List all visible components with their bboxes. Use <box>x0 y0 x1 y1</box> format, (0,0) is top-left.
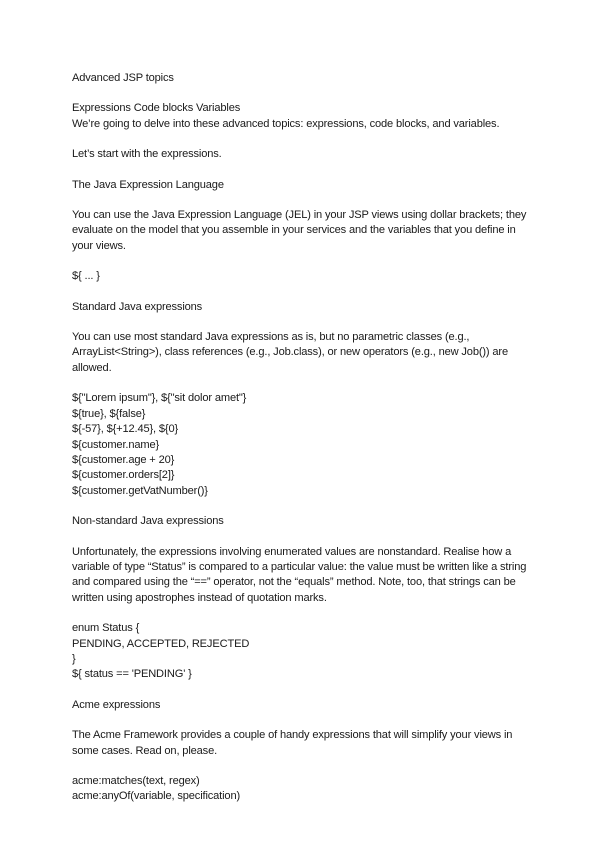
code-line: ${customer.age + 20} <box>72 453 175 466</box>
spacer <box>72 759 534 774</box>
spacer <box>72 499 534 514</box>
lets-start-text: Let’s start with the expressions. <box>72 148 222 161</box>
doc-subtitle: Expressions Code blocks Variables <box>72 102 241 115</box>
code-line: ${"Lorem ipsum"}, ${"sit dolor amet"} <box>72 392 247 405</box>
acme-code-block <box>72 774 534 805</box>
spacer <box>72 163 534 178</box>
doc-title: Advanced JSP topics <box>72 72 174 84</box>
jel-syntax: ${ ... } <box>72 270 100 283</box>
doc-intro: We’re going to delve into these advanced topics: expressions, code blocks, and variables. <box>72 117 500 130</box>
code-line: acme:anyOf(variable, specification) <box>72 790 241 803</box>
standard-code-block <box>72 391 534 499</box>
nonstandard-body: Unfortunately, the expressions involving enumerated values are nonstandard. Realise how a variable of type “Status” is compared to a particular value: the value must be written like a string and compared using the “==” operator, not the “equals” method. Note, too, that strings can be written using apostrophes instead of quotation marks. <box>72 545 530 604</box>
acme-body: The Acme Framework provides a couple of handy expressions that will simplify your views in some cases. Read on, please. <box>72 729 516 757</box>
code-line: } <box>72 652 76 665</box>
spacer <box>72 683 534 698</box>
acme-heading: Acme expressions <box>72 698 161 711</box>
spacer <box>72 193 534 208</box>
spacer <box>72 132 534 147</box>
spacer <box>72 254 534 269</box>
code-line: ${customer.getVatNumber()} <box>72 484 208 497</box>
spacer <box>72 530 534 545</box>
standard-heading: Standard Java expressions <box>72 300 203 313</box>
code-line: ${ status == 'PENDING' } <box>72 668 192 681</box>
nonstandard-heading: Non-standard Java expressions <box>72 515 224 528</box>
spacer <box>72 285 534 300</box>
nonstandard-code-block <box>72 621 534 683</box>
spacer <box>72 376 534 391</box>
code-line: ${customer.name} <box>72 438 160 451</box>
code-line: enum Status { <box>72 622 140 635</box>
jel-heading: The Java Expression Language <box>72 178 224 191</box>
spacer <box>72 315 534 330</box>
code-line: PENDING, ACCEPTED, REJECTED <box>72 637 250 650</box>
code-line: ${-57}, ${+12.45}, ${0} <box>72 423 179 436</box>
spacer <box>72 713 534 728</box>
code-line: ${customer.orders[2]} <box>72 469 175 482</box>
spacer <box>72 606 534 621</box>
code-line: ${true}, ${false} <box>72 407 146 420</box>
code-line: acme:matches(text, regex) <box>72 775 200 787</box>
spacer <box>72 86 534 101</box>
jel-body: You can use the Java Expression Language (JEL) in your JSP views using dollar brackets; they evaluate on the model that you assemble in your services and the variables that you define in your views. <box>72 209 530 252</box>
standard-body: You can use most standard Java expressions as is, but no parametric classes (e.g., ArrayList<String>), class references (e.g., Job.class), or new operators (e.g., new Job()) are allowed. <box>72 331 511 374</box>
document-page <box>72 71 534 805</box>
